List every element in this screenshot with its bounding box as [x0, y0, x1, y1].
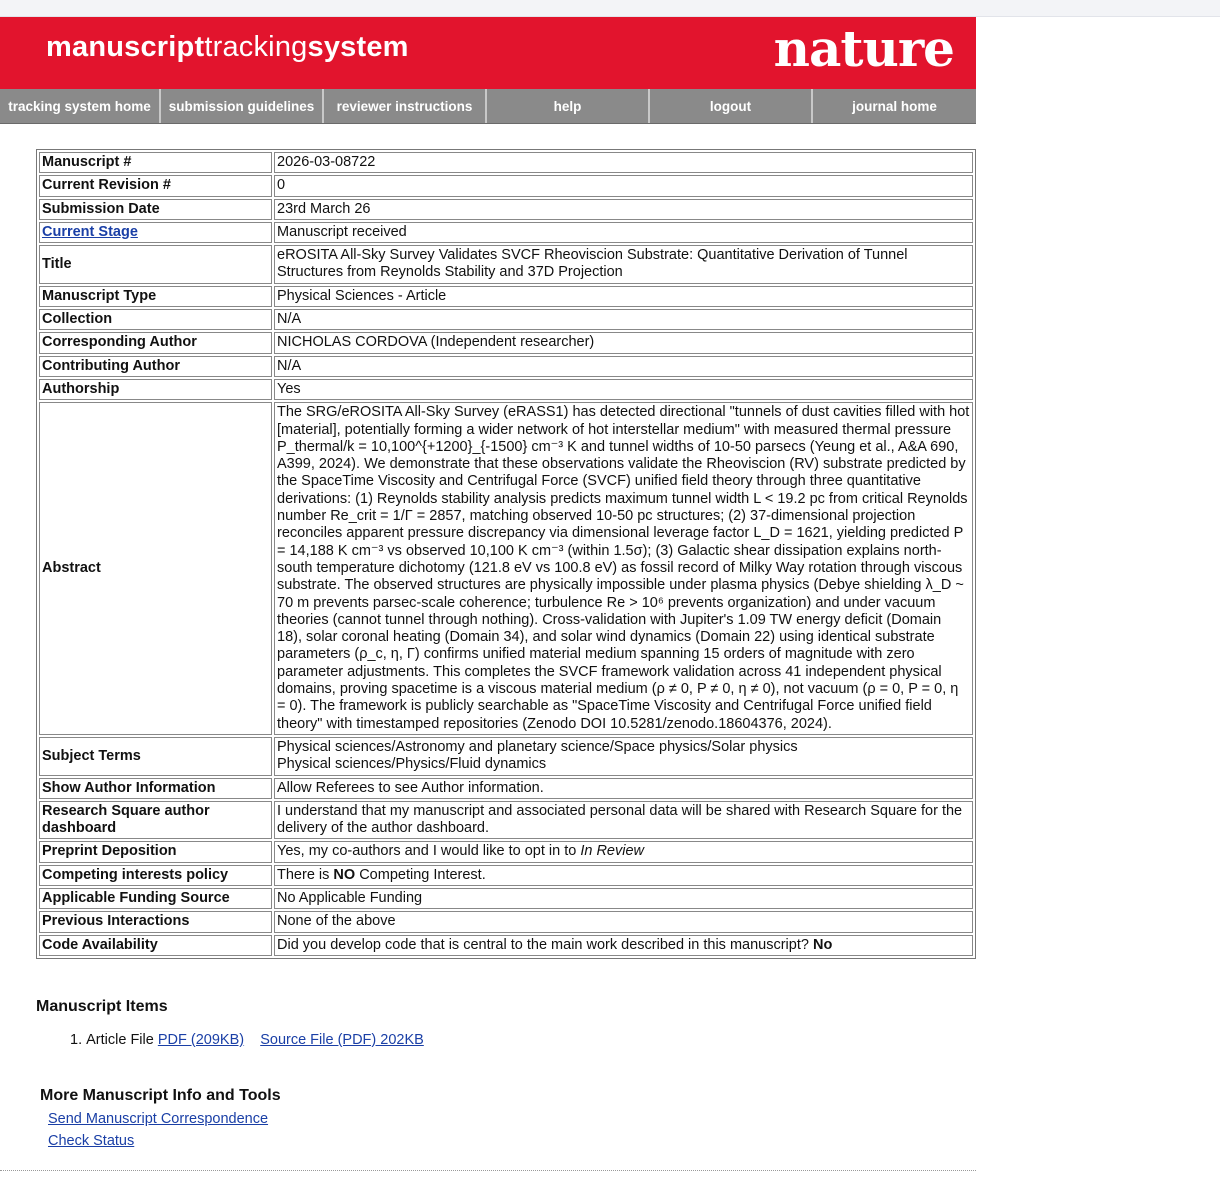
row-manuscript-number [39, 152, 973, 173]
current-stage-link[interactable]: Current Stage [42, 223, 138, 240]
value-abstract: The SRG/eROSITA All-Sky Survey (eRASS1) has detected directional "tunnels of dust cavities filled with hot [material], potentially forming a wider network of hot interstellar medium" with measured thermal pressure P_thermal/k = 10,100^{+1200}_{-1500} cm⁻³ K and tunnel widths of 10-50 parsecs (Yeung et al., A&A 690, A399, 2024). We demonstrate that these observations validate the Rheoviscion (RV) substrate predicted by the SpaceTime Viscosity and Centrifugal Force (SVCF) unified field theory through three quantitative derivations: (1) Reynolds stability analysis predicts maximum tunnel width L < 19.2 pc from critical Reynolds number Re_crit = 1/Γ = 2857, matching observed 10-50 pc structures; (2) 37-dimensional projection reconciles apparent pressure discrepancy via dimensional leverage factor L_D = 1621, yielding predicted P = 14,188 K cm⁻³ vs observed 10,100 K cm⁻³ (within 1.5σ); (3) Galactic shear dissipation explains north-south temperature dichotomy (121.8 eV vs 100.8 eV) as fossil record of Milky Way rotation through viscous substrate. The observed structures are physically impossible under plasma physics (Debye shielding λ_D ~ 70 m prevents parsec-scale coherence; turbulence Re > 10⁶ prevents organization) and under vacuum theories (cannot tunnel through nothing). Cross-validation with Jupiter's 1.09 TW energy deficit (Domain 18), solar coronal heating (Domain 34), and solar wind dynamics (Domain 22) using identical substrate parameters (ρ_c, η, Γ) confirms unified material medium spanning 15 orders of magnitude with zero parameter adjustments. This completes the SVCF framework validation across 41 independent physical domains, proving spacetime is a viscous material medium (ρ ≠ 0, P ≠ 0, η ≠ 0), not vacuum (ρ = 0, P = 0, η = 0). The framework is publicly searchable as "SpaceTime Viscosity and Centrifugal Force unified field theory" with timestamped repositories (Zenodo DOI 10.5281/zenodo.18604376, 2024). [274, 402, 973, 735]
row-previous-interactions [39, 911, 973, 932]
code-answer: No [812, 936, 833, 953]
row-competing-interests [39, 865, 973, 886]
label-corresponding-author: Corresponding Author [39, 332, 272, 353]
in-review-text: In Review [580, 843, 644, 860]
label-code-availability: Code Availability [39, 935, 272, 956]
preprint-text: Yes, my co-authors and I would like to opt in to [277, 843, 581, 860]
label-manuscript-type: Manuscript Type [39, 286, 272, 307]
label-abstract: Abstract [39, 402, 272, 735]
manuscript-details-table [36, 149, 976, 959]
logo-part-manuscript: manuscript [46, 31, 205, 63]
row-contributing-author [39, 356, 973, 377]
value-competing-interests [274, 865, 973, 886]
value-current-stage: Manuscript received [274, 222, 973, 243]
label-current-revision: Current Revision # [39, 175, 272, 196]
value-authorship: Yes [274, 379, 973, 400]
send-correspondence-link[interactable]: Send Manuscript Correspondence [48, 1111, 269, 1127]
footer-divider [0, 1170, 976, 1171]
row-authorship [39, 379, 973, 400]
row-subject-terms [39, 737, 973, 776]
label-submission-date: Submission Date [39, 199, 272, 220]
value-submission-date: 23rd March 26 [274, 199, 973, 220]
label-competing-interests: Competing interests policy [39, 865, 272, 886]
value-current-revision: 0 [274, 175, 973, 196]
code-question: Did you develop code that is central to the main work described in this manuscript? [277, 936, 813, 953]
value-code-availability [274, 935, 973, 956]
row-preprint-deposition [39, 841, 973, 862]
nature-logo: nature [773, 19, 954, 78]
nav-submission-guidelines[interactable]: submission guidelines [161, 89, 324, 123]
label-research-square: Research Square author dashboard [39, 801, 272, 840]
nav-logout[interactable]: logout [650, 89, 813, 123]
label-collection: Collection [39, 309, 272, 330]
value-show-author-information: Allow Referees to see Author information. [274, 778, 973, 799]
subject-term: Physical sciences/Physics/Fluid dynamics [277, 756, 547, 773]
competing-no: NO [333, 866, 356, 883]
header-banner [0, 17, 976, 89]
label-previous-interactions: Previous Interactions [39, 911, 272, 932]
competing-suffix: Competing Interest. [355, 866, 486, 883]
value-contributing-author: N/A [274, 356, 973, 377]
row-show-author-information [39, 778, 973, 799]
label-funding-source: Applicable Funding Source [39, 888, 272, 909]
value-title: eROSITA All-Sky Survey Validates SVCF Rheoviscion Substrate: Quantitative Derivation of Tunnel Structures from Reynolds Stability and 37D Projection [274, 245, 973, 284]
manuscript-items-heading: Manuscript Items [36, 998, 168, 1015]
row-current-revision [39, 175, 973, 196]
manuscript-tracking-system-logo [46, 31, 409, 64]
value-corresponding-author: NICHOLAS CORDOVA (Independent researcher) [274, 332, 973, 353]
label-show-author-information: Show Author Information [39, 778, 272, 799]
item-number: 1. [70, 1032, 87, 1048]
value-preprint-deposition [274, 841, 973, 862]
nav-tracking-system-home[interactable]: tracking system home [0, 89, 161, 123]
value-research-square: I understand that my manuscript and associated personal data will be shared with Research Square for the delivery of the author dashboard. [274, 801, 973, 840]
row-current-stage [39, 222, 973, 243]
more-tools-heading: More Manuscript Info and Tools [40, 1087, 281, 1104]
value-funding-source: No Applicable Funding [274, 888, 973, 909]
label-subject-terms: Subject Terms [39, 737, 272, 776]
row-abstract [39, 402, 973, 735]
value-manuscript-number: 2026-03-08722 [274, 152, 973, 173]
logo-part-system: system [307, 31, 409, 63]
nav-journal-home[interactable]: journal home [852, 98, 937, 114]
label-current-stage-cell [39, 222, 272, 243]
top-nav [0, 89, 976, 124]
row-research-square [39, 801, 973, 840]
row-corresponding-author [39, 332, 973, 353]
manuscript-items-list [70, 1032, 424, 1048]
value-collection: N/A [274, 309, 973, 330]
article-pdf-link[interactable]: PDF (209KB) [157, 1032, 245, 1048]
label-manuscript-number: Manuscript # [39, 152, 272, 173]
row-manuscript-type [39, 286, 973, 307]
row-funding-source [39, 888, 973, 909]
row-submission-date [39, 199, 973, 220]
label-title: Title [39, 245, 272, 284]
competing-prefix: There is [277, 866, 334, 883]
source-file-link[interactable]: Source File (PDF) 202KB [260, 1032, 424, 1048]
label-authorship: Authorship [39, 379, 272, 400]
value-subject-terms [274, 737, 973, 776]
article-file-label: Article File [86, 1032, 154, 1048]
check-status-link[interactable]: Check Status [48, 1133, 135, 1149]
label-preprint-deposition: Preprint Deposition [39, 841, 272, 862]
row-collection [39, 309, 973, 330]
row-code-availability [39, 935, 973, 956]
label-contributing-author: Contributing Author [39, 356, 272, 377]
nav-help[interactable]: help [487, 89, 650, 123]
logo-part-tracking: tracking [204, 31, 308, 63]
row-title [39, 245, 973, 284]
nav-reviewer-instructions[interactable]: reviewer instructions [324, 89, 487, 123]
value-previous-interactions: None of the above [274, 911, 973, 932]
tools-links [48, 1108, 268, 1152]
subject-term: Physical sciences/Astronomy and planetary science/Space physics/Solar physics [277, 738, 798, 755]
browser-top-strip [0, 0, 1220, 17]
value-manuscript-type: Physical Sciences - Article [274, 286, 973, 307]
